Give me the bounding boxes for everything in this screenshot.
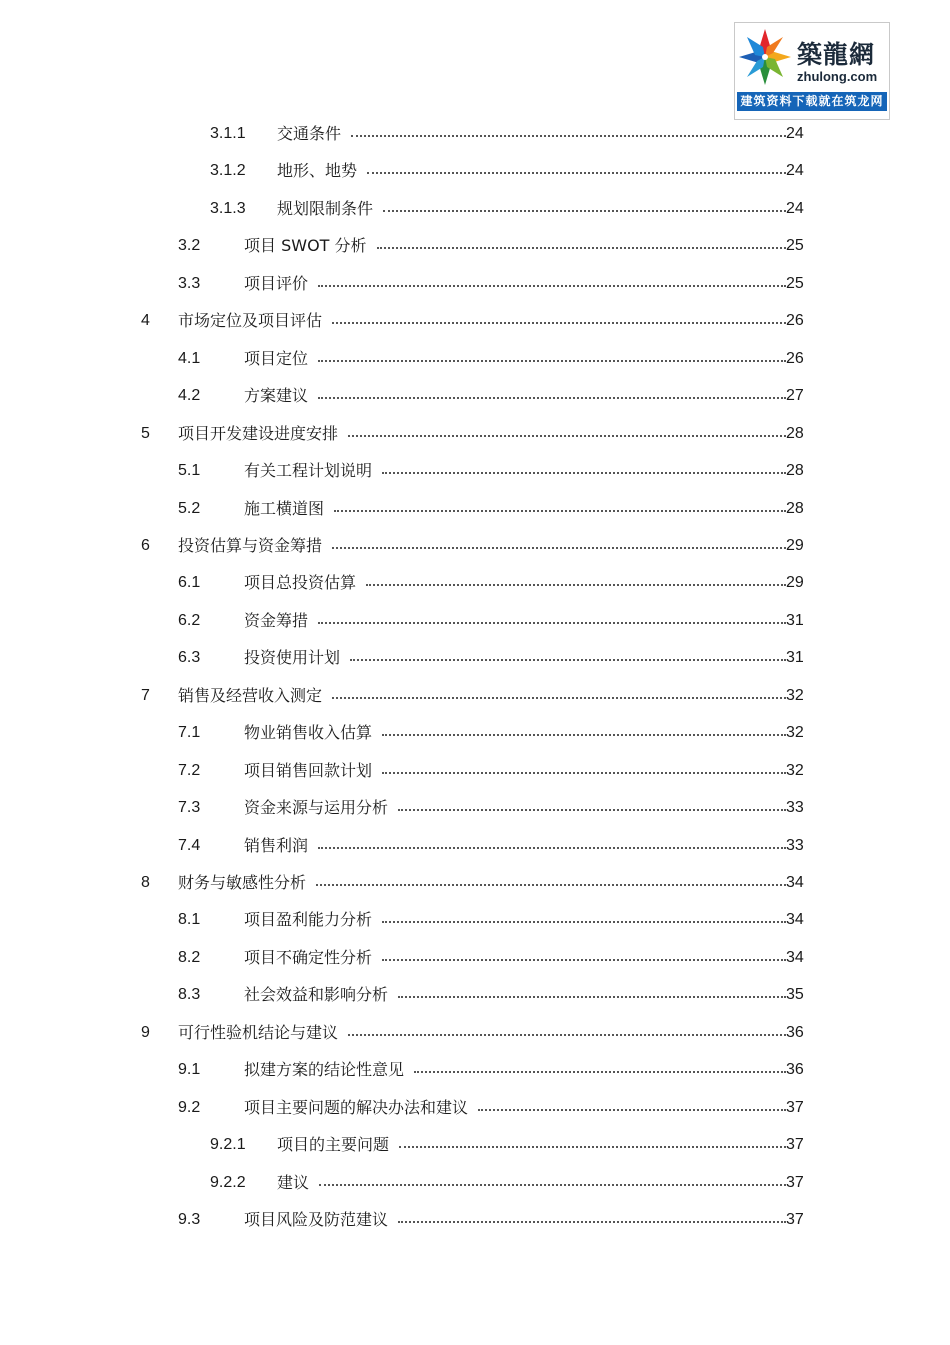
toc-number: 6.3 [178, 649, 201, 666]
toc-number: 6.1 [178, 574, 201, 591]
pinwheel-logo-icon [735, 23, 797, 93]
toc-leader-dots [318, 847, 786, 849]
toc-page-number: 33 [786, 799, 804, 816]
toc-number: 6 [141, 537, 150, 554]
toc-entry[interactable] [0, 871, 950, 895]
toc-entry[interactable] [0, 1058, 950, 1082]
toc-title: 资金来源与运用分析 [244, 798, 389, 817]
toc-entry[interactable] [0, 1021, 950, 1045]
toc-number: 9 [141, 1024, 150, 1041]
toc-entry[interactable] [0, 946, 950, 970]
toc-entry[interactable] [0, 646, 950, 670]
toc-leader-dots [377, 247, 786, 249]
toc-entry[interactable] [0, 1208, 950, 1232]
logo-slogan: 建筑资料下载就在筑龙网 [737, 92, 887, 111]
toc-number: 8.1 [178, 911, 201, 928]
toc-page-number: 34 [786, 911, 804, 928]
toc-title: 资金筹措 [244, 611, 309, 630]
toc-title: 投资使用计划 [244, 648, 341, 667]
toc-entry[interactable] [0, 983, 950, 1007]
logo-domain: zhulong.com [797, 69, 878, 84]
toc-number: 5 [141, 425, 150, 442]
toc-leader-dots [318, 285, 786, 287]
toc-number: 7 [141, 687, 150, 704]
toc-entry[interactable] [0, 497, 950, 521]
toc-number: 8.2 [178, 949, 201, 966]
toc-entry[interactable] [0, 159, 950, 183]
toc-title: 项目开发建设进度安排 [178, 424, 339, 443]
toc-page-number: 37 [786, 1099, 804, 1116]
toc-title: 项目总投资估算 [244, 573, 357, 592]
toc-entry[interactable] [0, 1171, 950, 1195]
toc-leader-dots [350, 659, 786, 661]
toc-entry[interactable] [0, 684, 950, 708]
toc-leader-dots [348, 1034, 786, 1036]
toc-page-number: 32 [786, 724, 804, 741]
toc-page-number: 34 [786, 874, 804, 891]
toc-number: 8 [141, 874, 150, 891]
toc-leader-dots [414, 1071, 786, 1073]
toc-leader-dots [382, 921, 786, 923]
toc-title: 方案建议 [244, 386, 309, 405]
toc-entry[interactable] [0, 571, 950, 595]
toc-title: 财务与敏感性分析 [178, 873, 307, 892]
toc-number: 4 [141, 312, 150, 329]
toc-page-number: 35 [786, 986, 804, 1003]
toc-page-number: 29 [786, 574, 804, 591]
toc-entry[interactable] [0, 834, 950, 858]
toc-title: 规划限制条件 [277, 199, 374, 218]
toc-number: 9.2.2 [210, 1174, 246, 1191]
toc-entry[interactable] [0, 347, 950, 371]
toc-title: 项目定位 [244, 349, 309, 368]
toc-page-number: 25 [786, 275, 804, 292]
toc-title: 有关工程计划说明 [244, 461, 373, 480]
toc-leader-dots [332, 322, 786, 324]
toc-page-number: 32 [786, 687, 804, 704]
toc-number: 3.1.2 [210, 162, 246, 179]
toc-entry[interactable] [0, 534, 950, 558]
toc-number: 4.2 [178, 387, 201, 404]
toc-page-number: 28 [786, 500, 804, 517]
toc-leader-dots [382, 734, 786, 736]
toc-page-number: 26 [786, 350, 804, 367]
toc-page-number: 28 [786, 425, 804, 442]
toc-title: 销售及经营收入测定 [178, 686, 323, 705]
toc-leader-dots [382, 959, 786, 961]
toc-number: 6.2 [178, 612, 201, 629]
toc-entry[interactable] [0, 908, 950, 932]
toc-leader-dots [398, 996, 786, 998]
toc-title: 项目不确定性分析 [244, 948, 373, 967]
toc-number: 3.3 [178, 275, 201, 292]
toc-number: 7.1 [178, 724, 201, 741]
toc-title: 项目盈利能力分析 [244, 910, 373, 929]
toc-page-number: 28 [786, 462, 804, 479]
toc-entry[interactable] [0, 422, 950, 446]
toc-title: 投资估算与资金筹措 [178, 536, 323, 555]
toc-title: 施工横道图 [244, 499, 325, 518]
toc-entry[interactable] [0, 1133, 950, 1157]
toc-entry[interactable] [0, 459, 950, 483]
toc-page-number: 31 [786, 612, 804, 629]
toc-title: 项目销售回款计划 [244, 761, 373, 780]
toc-title: 项目的主要问题 [277, 1135, 390, 1154]
toc-title: 项目风险及防范建议 [244, 1210, 389, 1229]
toc-leader-dots [332, 697, 786, 699]
toc-title: 交通条件 [277, 124, 342, 143]
toc-leader-dots [316, 884, 786, 886]
toc-number: 7.3 [178, 799, 201, 816]
toc-number: 7.2 [178, 762, 201, 779]
toc-entry[interactable] [0, 721, 950, 745]
toc-leader-dots [318, 622, 786, 624]
toc-title: 社会效益和影响分析 [244, 985, 389, 1004]
toc-page-number: 37 [786, 1211, 804, 1228]
toc-leader-dots [318, 397, 786, 399]
toc-number: 3.2 [178, 237, 201, 254]
toc-page-number: 27 [786, 387, 804, 404]
toc-number: 3.1.3 [210, 200, 246, 217]
toc-title: 物业销售收入估算 [244, 723, 373, 742]
toc-page-number: 33 [786, 837, 804, 854]
toc-number: 4.1 [178, 350, 201, 367]
toc-entry[interactable] [0, 272, 950, 296]
toc-page-number: 37 [786, 1174, 804, 1191]
toc-leader-dots [399, 1146, 786, 1148]
toc-number: 9.2.1 [210, 1136, 246, 1153]
toc-title: 市场定位及项目评估 [178, 311, 323, 330]
toc-leader-dots [398, 809, 786, 811]
toc-entry[interactable] [0, 796, 950, 820]
toc-page-number: 24 [786, 162, 804, 179]
toc-leader-dots [382, 772, 786, 774]
toc-page-number: 32 [786, 762, 804, 779]
toc-number: 9.2 [178, 1099, 201, 1116]
toc-number: 3.1.1 [210, 125, 246, 142]
toc-leader-dots [382, 472, 786, 474]
toc-page-number: 25 [786, 237, 804, 254]
toc-entry[interactable] [0, 234, 950, 258]
toc-entry[interactable] [0, 1096, 950, 1120]
toc-number: 9.1 [178, 1061, 201, 1078]
toc-leader-dots [478, 1109, 786, 1111]
toc-entry[interactable] [0, 197, 950, 221]
toc-leader-dots [366, 584, 786, 586]
toc-leader-dots [351, 135, 786, 137]
toc-leader-dots [332, 547, 786, 549]
toc-page-number: 24 [786, 200, 804, 217]
toc-number: 8.3 [178, 986, 201, 1003]
toc-page-number: 31 [786, 649, 804, 666]
toc-entry[interactable] [0, 609, 950, 633]
logo-title: 築龍網 [797, 40, 876, 69]
toc-leader-dots [398, 1221, 786, 1223]
toc-page-number: 37 [786, 1136, 804, 1153]
toc-number: 5.1 [178, 462, 201, 479]
toc-title: 拟建方案的结论性意见 [244, 1060, 405, 1079]
toc-entry[interactable] [0, 759, 950, 783]
toc-leader-dots [319, 1184, 786, 1186]
toc-title: 可行性验机结论与建议 [178, 1023, 339, 1042]
toc-title: 销售利润 [244, 836, 309, 855]
toc-page-number: 36 [786, 1061, 804, 1078]
toc-entry[interactable] [0, 384, 950, 408]
toc-page-number: 34 [786, 949, 804, 966]
toc-number: 7.4 [178, 837, 201, 854]
toc-title: 项目主要问题的解决办法和建议 [244, 1098, 469, 1117]
toc-number: 9.3 [178, 1211, 201, 1228]
toc-page-number: 36 [786, 1024, 804, 1041]
toc-entry[interactable] [0, 309, 950, 333]
zhulong-logo [734, 22, 890, 120]
toc-leader-dots [383, 210, 786, 212]
toc-page-number: 26 [786, 312, 804, 329]
toc-entry[interactable] [0, 122, 950, 146]
toc-page-number: 29 [786, 537, 804, 554]
toc-leader-dots [318, 360, 786, 362]
toc-title: 项目 SWOT 分析 [244, 236, 367, 255]
toc-title: 项目评价 [244, 274, 309, 293]
toc-number: 5.2 [178, 500, 201, 517]
toc-leader-dots [348, 435, 786, 437]
toc-page-number: 24 [786, 125, 804, 142]
toc-title: 建议 [277, 1173, 310, 1192]
toc-title: 地形、地势 [277, 161, 358, 180]
toc-leader-dots [367, 172, 786, 174]
toc-leader-dots [334, 510, 786, 512]
